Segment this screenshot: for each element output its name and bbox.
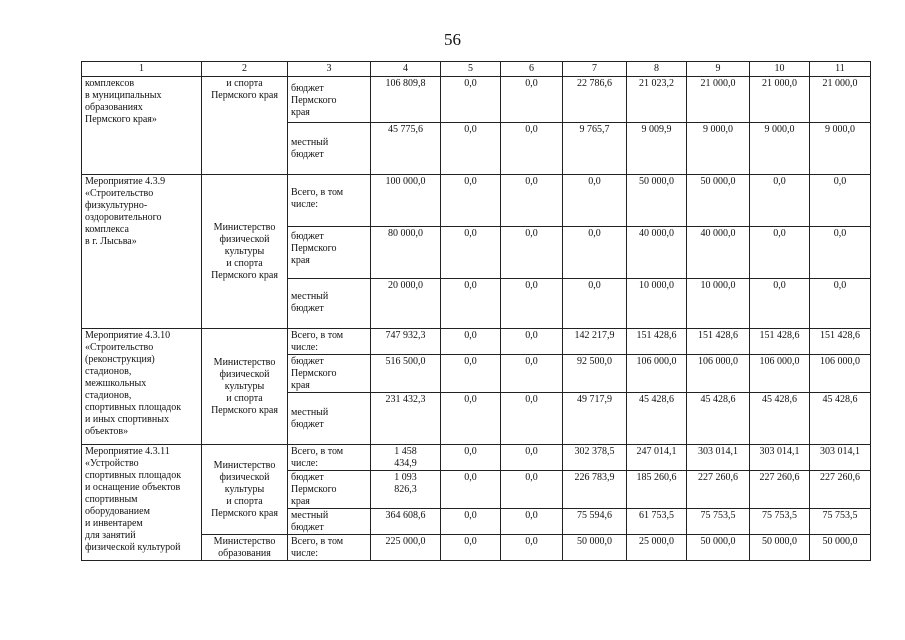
value-cell: 0,0 [563,175,627,227]
value-cell: 0,0 [501,471,563,509]
value-cell: 226 783,9 [563,471,627,509]
executor-cell: Министерство физической культуры и спорта Пермского края [202,445,288,535]
value-cell: 80 000,0 [371,227,441,279]
value-cell: 247 014,1 [627,445,687,471]
measure-name: комплексов в муниципальных образованиях Пермского края» [82,77,202,175]
value-cell: 1 093 826,3 [371,471,441,509]
header-cell: 10 [750,62,810,77]
value-cell: 0,0 [441,279,501,329]
value-cell: 0,0 [441,509,501,535]
value-cell: 303 014,1 [687,445,750,471]
funding-source: бюджет Пермского края [288,227,371,279]
value-cell: 0,0 [750,175,810,227]
header-cell: 7 [563,62,627,77]
value-cell: 231 432,3 [371,393,441,445]
value-cell: 0,0 [501,509,563,535]
value-cell: 151 428,6 [750,329,810,355]
value-cell: 9 009,9 [627,123,687,175]
value-cell: 10 000,0 [687,279,750,329]
executor-cell: и спорта Пермского края [202,77,288,175]
value-cell: 227 260,6 [810,471,871,509]
table-row [82,77,871,123]
value-cell: 40 000,0 [627,227,687,279]
value-cell: 364 608,6 [371,509,441,535]
value-cell: 21 000,0 [750,77,810,123]
value-cell: 50 000,0 [810,535,871,561]
table-row [82,445,871,471]
value-cell: 0,0 [441,393,501,445]
measure-name: Мероприятие 4.3.9 «Строительство физкультурно- оздоровительного комплекса в г. Лысьва» [82,175,202,329]
value-cell: 100 000,0 [371,175,441,227]
value-cell: 50 000,0 [750,535,810,561]
table-row [82,329,871,355]
value-cell: 21 000,0 [687,77,750,123]
value-cell: 151 428,6 [810,329,871,355]
value-cell: 10 000,0 [627,279,687,329]
header-row [82,62,871,77]
value-cell: 21 023,2 [627,77,687,123]
value-cell: 303 014,1 [750,445,810,471]
value-cell: 0,0 [501,445,563,471]
value-cell: 0,0 [501,175,563,227]
value-cell: 0,0 [441,227,501,279]
header-cell: 2 [202,62,288,77]
value-cell: 516 500,0 [371,355,441,393]
value-cell: 0,0 [810,175,871,227]
value-cell: 142 217,9 [563,329,627,355]
value-cell: 106 000,0 [687,355,750,393]
value-cell: 50 000,0 [687,175,750,227]
value-cell: 0,0 [441,535,501,561]
value-cell: 0,0 [441,355,501,393]
value-cell: 25 000,0 [627,535,687,561]
executor-cell: Министерство физической культуры и спорта Пермского края [202,175,288,329]
header-cell: 8 [627,62,687,77]
funding-source: местный бюджет [288,509,371,535]
value-cell: 0,0 [750,227,810,279]
value-cell: 747 932,3 [371,329,441,355]
table-row [82,175,871,227]
value-cell: 45 428,6 [627,393,687,445]
value-cell: 50 000,0 [627,175,687,227]
value-cell: 0,0 [810,279,871,329]
executor-cell: Министерство физической культуры и спорта Пермского края [202,329,288,445]
value-cell: 227 260,6 [687,471,750,509]
header-cell: 4 [371,62,441,77]
value-cell: 0,0 [750,279,810,329]
value-cell: 0,0 [441,445,501,471]
value-cell: 0,0 [501,123,563,175]
value-cell: 50 000,0 [563,535,627,561]
value-cell: 151 428,6 [687,329,750,355]
value-cell: 22 786,6 [563,77,627,123]
value-cell: 106 000,0 [810,355,871,393]
value-cell: 21 000,0 [810,77,871,123]
funding-source: Всего, в том числе: [288,445,371,471]
value-cell: 50 000,0 [687,535,750,561]
header-cell: 5 [441,62,501,77]
header-cell: 6 [501,62,563,77]
value-cell: 92 500,0 [563,355,627,393]
executor-cell: Министерство образования [202,535,288,561]
funding-source: бюджет Пермского края [288,471,371,509]
value-cell: 302 378,5 [563,445,627,471]
value-cell: 0,0 [501,227,563,279]
value-cell: 45 428,6 [687,393,750,445]
value-cell: 40 000,0 [687,227,750,279]
value-cell: 0,0 [441,123,501,175]
value-cell: 0,0 [441,329,501,355]
value-cell: 185 260,6 [627,471,687,509]
value-cell: 45 775,6 [371,123,441,175]
value-cell: 49 717,9 [563,393,627,445]
value-cell: 9 000,0 [687,123,750,175]
header-cell: 1 [82,62,202,77]
value-cell: 106 000,0 [750,355,810,393]
funding-source: Всего, в том числе: [288,535,371,561]
value-cell: 106 000,0 [627,355,687,393]
value-cell: 0,0 [501,279,563,329]
value-cell: 75 753,5 [810,509,871,535]
value-cell: 0,0 [441,471,501,509]
value-cell: 9 000,0 [750,123,810,175]
funding-source: Всего, в том числе: [288,329,371,355]
value-cell: 303 014,1 [810,445,871,471]
measure-name: Мероприятие 4.3.10 «Строительство (реконструкция) стадионов, межшкольных стадионов, спортивных площадок и иных спортивных объектов» [82,329,202,445]
value-cell: 227 260,6 [750,471,810,509]
header-cell: 3 [288,62,371,77]
value-cell: 0,0 [563,279,627,329]
value-cell: 0,0 [501,329,563,355]
header-cell: 11 [810,62,871,77]
funding-source: бюджет Пермского края [288,355,371,393]
value-cell: 9 000,0 [810,123,871,175]
value-cell: 0,0 [810,227,871,279]
value-cell: 106 809,8 [371,77,441,123]
header-cell: 9 [687,62,750,77]
value-cell: 0,0 [501,77,563,123]
value-cell: 1 458 434,9 [371,445,441,471]
budget-table [81,61,871,561]
funding-source: бюджет Пермского края [288,77,371,123]
value-cell: 0,0 [501,393,563,445]
funding-source: местный бюджет [288,393,371,445]
value-cell: 0,0 [501,535,563,561]
funding-source: местный бюджет [288,279,371,329]
value-cell: 75 594,6 [563,509,627,535]
value-cell: 20 000,0 [371,279,441,329]
funding-source: местный бюджет [288,123,371,175]
value-cell: 45 428,6 [810,393,871,445]
value-cell: 151 428,6 [627,329,687,355]
page-number: 56 [444,30,461,49]
value-cell: 225 000,0 [371,535,441,561]
measure-name: Мероприятие 4.3.11 «Устройство спортивных площадок и оснащение объектов спортивным оборудованием и инвентарем для занятий физической культурой [82,445,202,561]
value-cell: 45 428,6 [750,393,810,445]
value-cell: 75 753,5 [750,509,810,535]
funding-source: Всего, в том числе: [288,175,371,227]
value-cell: 75 753,5 [687,509,750,535]
value-cell: 61 753,5 [627,509,687,535]
value-cell: 0,0 [563,227,627,279]
value-cell: 0,0 [441,175,501,227]
value-cell: 9 765,7 [563,123,627,175]
value-cell: 0,0 [501,355,563,393]
value-cell: 0,0 [441,77,501,123]
